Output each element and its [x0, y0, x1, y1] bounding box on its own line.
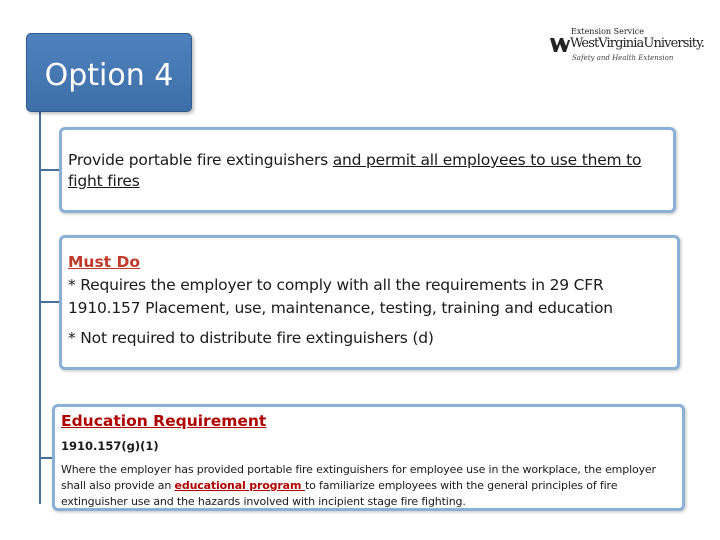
tree-branch-2 — [39, 301, 60, 303]
panel1-text-underlined: and permit all employees to use them to fight fires — [68, 151, 642, 190]
panel-education-requirement — [52, 404, 685, 511]
education-body-before: Where the employer has provided portable fire extinguishers for employee use in the workplace, the employer shall also provide an — [61, 463, 656, 492]
must-do-line-1: * Requires the employer to comply with all the requirements in 29 CFR 1910.157 Placement, use, maintenance, testing, training and education — [68, 276, 613, 317]
tree-branch-3 — [39, 457, 53, 459]
logo-extension-text: Extension Service — [571, 27, 644, 36]
panel-must-do — [59, 235, 680, 370]
panel1-text — [68, 150, 665, 192]
logo-university-text: WestVirginiaUniversity. — [570, 36, 705, 51]
must-do-line-2: * Not required to distribute fire extinguishers (d) — [68, 329, 434, 347]
panel-provide-extinguishers — [59, 127, 676, 213]
panel1-text-plain: Provide portable fire extinguishers — [68, 151, 333, 169]
wv-logo-icon — [550, 36, 570, 54]
option-title: Option 4 — [44, 58, 174, 93]
wvu-logo — [550, 27, 705, 67]
education-heading: Education Requirement — [61, 412, 267, 430]
educational-program-link: educational program — [174, 479, 305, 492]
education-body-after: to familiarize employees with the general principles of fire extinguisher use and the hazards involved with incipient stage fire fighting. — [61, 479, 618, 508]
tree-branch-1 — [39, 169, 60, 171]
education-citation: 1910.157(g)(1) — [61, 439, 159, 453]
logo-safety-text: Safety and Health Extension — [572, 54, 674, 62]
must-do-heading: Must Do — [68, 253, 141, 271]
education-body — [61, 462, 676, 510]
option-header-box — [26, 33, 192, 112]
